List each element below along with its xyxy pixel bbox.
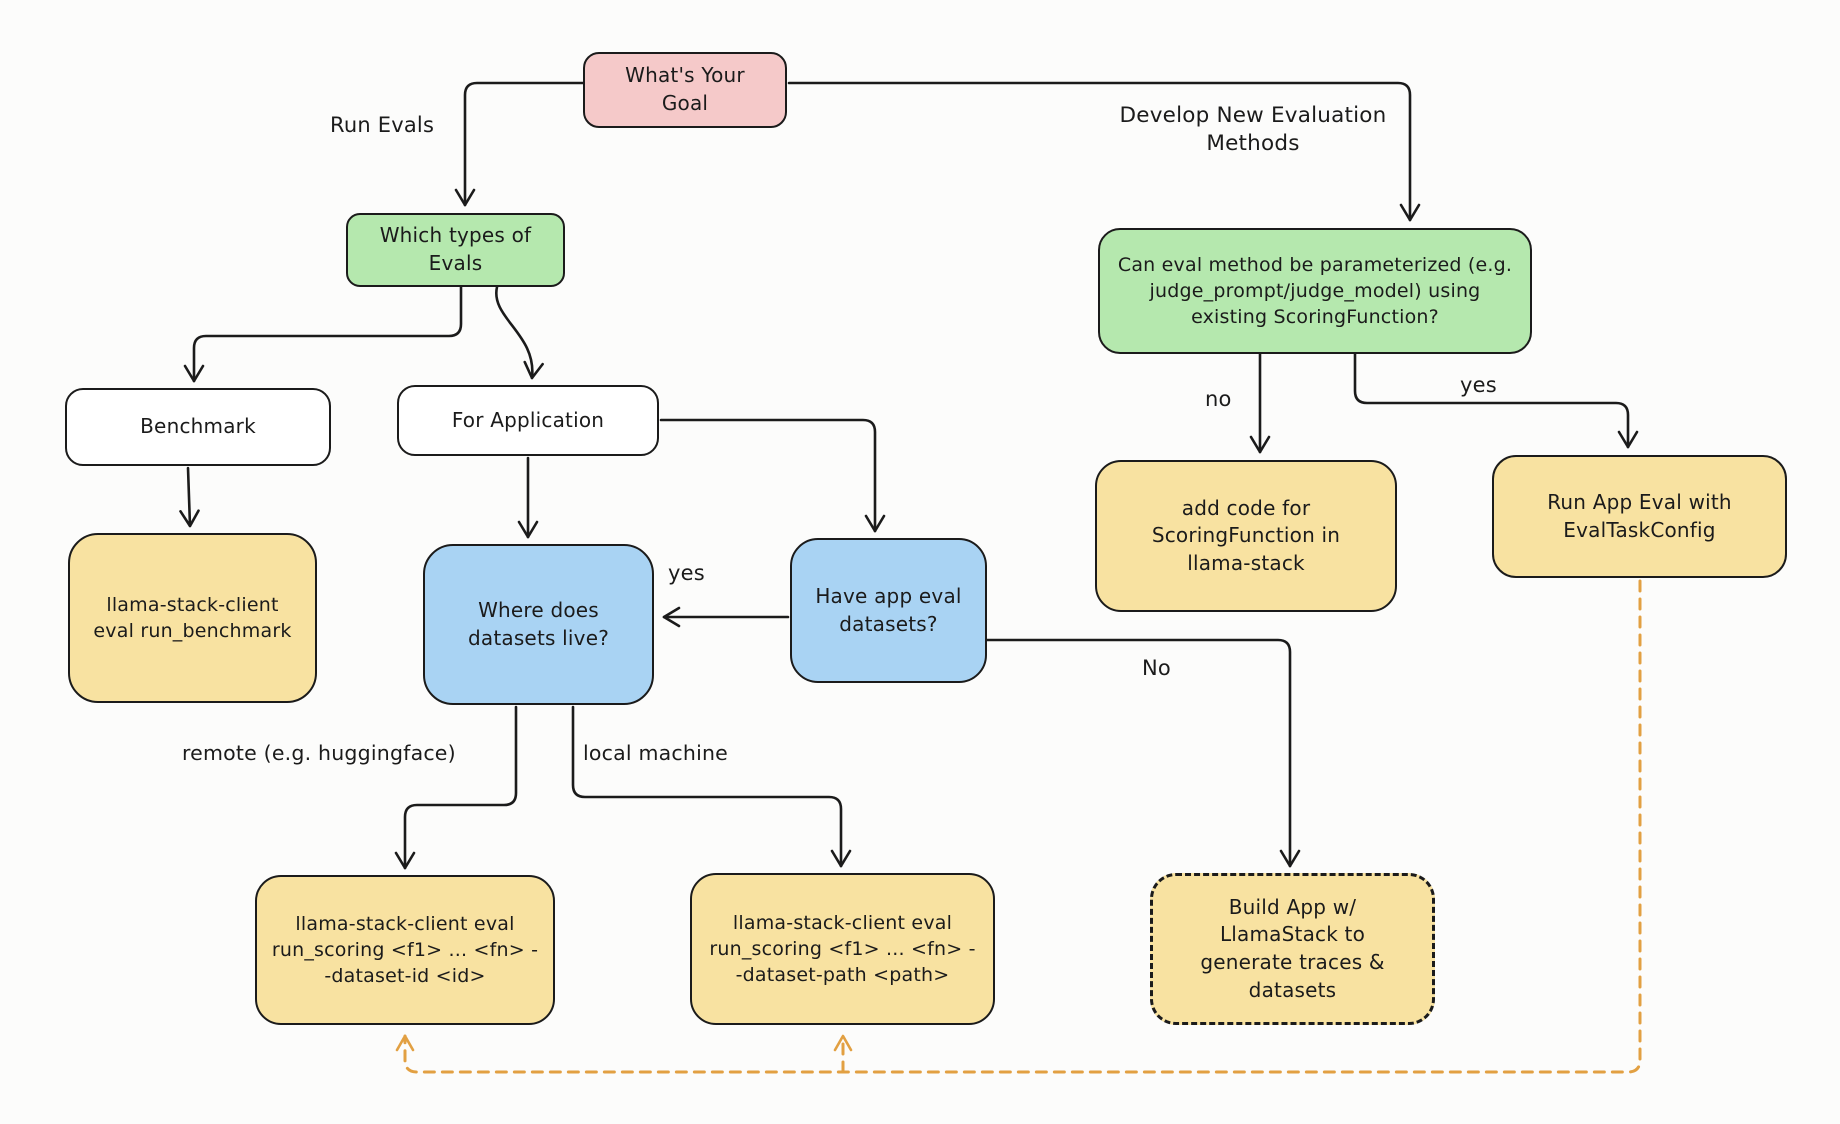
edge-label-yes-parameterized: yes: [1460, 373, 1497, 397]
node-can-eval-method-be-parameterized: Can eval method be parameterized (e.g. judge_prompt/judge_model) using existing ScoringFunction?: [1098, 228, 1532, 354]
edge-which-types-to-benchmark: [194, 287, 461, 381]
edge-for-application-to-have-datasets: [661, 420, 875, 531]
edge-where-datasets-local-to-run-scoring-path: [573, 707, 841, 866]
edge-label-no-parameterized: no: [1205, 387, 1232, 411]
edge-parameterized-yes-to-run-app-eval: [1355, 354, 1628, 447]
node-build-app-with-llamastack: Build App w/ LlamaStack to generate traces & datasets: [1150, 873, 1435, 1025]
edge-label-develop-new-evaluation-methods: Develop New Evaluation Methods: [1119, 103, 1387, 156]
edge-goal-to-which-types: [465, 83, 585, 205]
node-add-code-for-scoringfunction: add code for ScoringFunction in llama-stack: [1095, 460, 1397, 612]
node-run-scoring-dataset-path-command: llama-stack-client eval run_scoring <f1> ... <fn> --dataset-path <path>: [690, 873, 995, 1025]
node-run-benchmark-command: llama-stack-client eval run_benchmark: [68, 533, 317, 703]
edge-label-run-evals: Run Evals: [330, 113, 435, 137]
edge-which-types-to-for-application: [496, 287, 532, 378]
edge-have-datasets-no-to-build-app: [987, 640, 1290, 866]
node-benchmark: Benchmark: [65, 388, 331, 466]
edge-benchmark-to-run-benchmark: [188, 468, 190, 526]
edge-where-datasets-remote-to-run-scoring-id: [405, 707, 516, 868]
node-for-application: For Application: [397, 385, 659, 456]
node-have-app-eval-datasets: Have app eval datasets?: [790, 538, 987, 683]
edge-label-yes-have-datasets: yes: [668, 561, 705, 585]
edge-label-remote-huggingface: remote (e.g. huggingface): [182, 741, 456, 765]
node-which-types-of-evals: Which types of Evals: [346, 213, 565, 287]
node-run-app-eval-with-evaltaskconfig: Run App Eval with EvalTaskConfig: [1492, 455, 1787, 578]
node-where-does-datasets-live: Where does datasets live?: [423, 544, 654, 705]
edge-label-local-machine: local machine: [583, 741, 728, 765]
edge-label-no-have-datasets: No: [1142, 656, 1171, 680]
node-whats-your-goal: What's Your Goal: [583, 52, 787, 128]
node-run-scoring-dataset-id-command: llama-stack-client eval run_scoring <f1> ... <fn> --dataset-id <id>: [255, 875, 555, 1025]
